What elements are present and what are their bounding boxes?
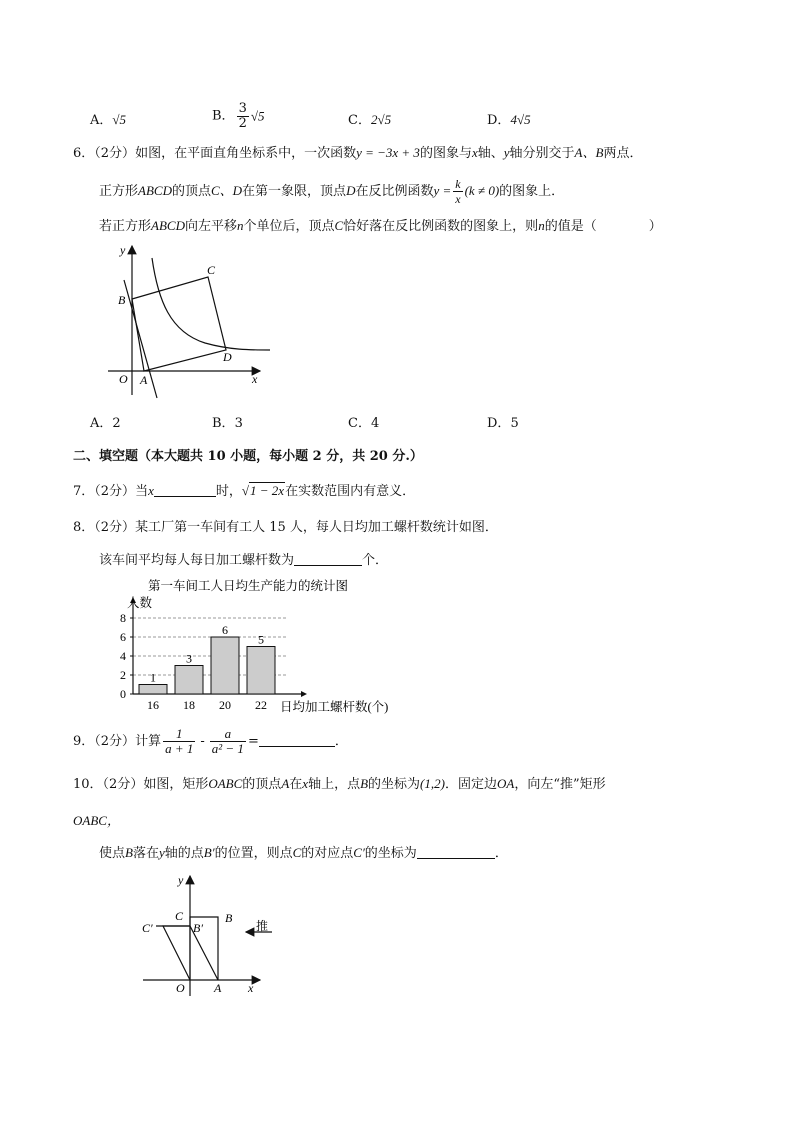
y-tick-label: 4 — [120, 649, 126, 663]
q10-figure — [138, 870, 298, 1000]
bar — [211, 637, 239, 694]
q9-answer-blank[interactable] — [259, 732, 335, 747]
q8-line1: 8．（2分）某工厂第一车间有工人 15 人，每人日均加工螺杆数统计如图． — [73, 520, 498, 535]
label-c: C — [175, 909, 184, 923]
label-x: x — [252, 372, 258, 386]
q6-option-d: D．5 — [487, 416, 519, 431]
label-x: x — [248, 981, 254, 995]
y-tick-label: 0 — [120, 687, 126, 701]
label-y: y — [120, 243, 126, 257]
q10-line2: OABC， — [73, 813, 120, 828]
q10-line3: 使点B落在y轴的点B′的位置，则点C的对应点C′的坐标为 ． — [99, 845, 508, 861]
q5-options — [90, 101, 690, 132]
bar-data-label: 3 — [186, 651, 192, 666]
q7-line: 7．（2分）当x 时，√1 − 2x在实数范围内有意义． — [73, 483, 416, 499]
bar — [247, 647, 275, 695]
label-b: B — [225, 911, 233, 925]
label-a: A — [140, 373, 148, 387]
x-tick-label: 20 — [219, 698, 231, 712]
x-tick-label: 16 — [147, 698, 159, 712]
q10-answer-blank[interactable] — [417, 844, 495, 859]
chart-title: 第一车间工人日均生产能力的统计图 — [148, 579, 349, 593]
y-axis-label: 人数 — [127, 596, 153, 610]
q5-option-b: B． $\frac{3}{2}$ √5 — [212, 101, 265, 131]
label-o: O — [119, 372, 128, 386]
y-tick-label: 6 — [120, 630, 126, 644]
x-axis-arrow — [301, 691, 307, 697]
q7-answer-blank[interactable] — [154, 482, 216, 497]
q6-line1: 6．（2分）如图，在平面直角坐标系中，一次函数y = −3x + 3的图象与x轴、y轴分别交于A、B两点． — [73, 145, 643, 161]
q6-option-b: B．3 — [212, 416, 243, 431]
section-heading: 二、填空题（本大题共 10 小题，每小题 2 分，共 20 分.） — [73, 449, 423, 464]
q6-line2: 正方形ABCD的顶点C、D在第一象限，顶点D在反比例函数y = $\frac{k}{x}$ (k ≠ 0)的图象上． — [99, 177, 565, 206]
y-tick-label: 8 — [120, 611, 126, 625]
q5-option-c: C．2√5 — [348, 112, 392, 128]
bar — [139, 685, 167, 695]
q6-option-c: C．4 — [348, 416, 380, 431]
q6-line3: 若正方形ABCD向左平移n个单位后，顶点C恰好落在反比例函数的图象上，则n的值是（ ） — [99, 218, 662, 234]
q6-figure — [100, 240, 275, 400]
label-c: C — [207, 263, 216, 277]
q8-answer-blank[interactable] — [294, 551, 362, 566]
label-a: A — [214, 981, 222, 995]
q5-option-a: A．√5 — [90, 112, 127, 128]
x-tick-label: 22 — [255, 698, 267, 712]
label-o: O — [176, 981, 185, 995]
label-c-prime: C′ — [142, 921, 153, 935]
label-b-prime: B′ — [193, 921, 203, 935]
label-b: B — [118, 293, 126, 307]
bar — [175, 666, 203, 695]
bar-data-label: 1 — [150, 670, 156, 685]
q10-line1: 10．（2分）如图，矩形OABC的顶点A在x轴上，点B的坐标为(1,2)．固定边OA，向左“推”矩形 — [73, 776, 606, 792]
x-tick-label: 18 — [183, 698, 195, 712]
label-d: D — [223, 350, 232, 364]
q5-option-d: D．4√5 — [487, 112, 531, 128]
label-y: y — [178, 873, 184, 887]
q9-line: 9．（2分）计算 $\frac{1}{a + 1}$ - $\frac{a}{\text{a² − 1}}$ = ． — [73, 726, 348, 756]
q8-line2: 该车间平均每人每日加工螺杆数为 个． — [99, 553, 389, 568]
y-tick-label: 2 — [120, 668, 126, 682]
bar-data-label: 5 — [258, 632, 264, 647]
bar-data-label: 6 — [222, 623, 228, 637]
x-axis-label: 日均加工螺杆数(个) — [280, 700, 389, 714]
q6-option-a: A．2 — [90, 416, 121, 431]
label-push: 推 — [256, 919, 269, 933]
bar-chart — [110, 575, 410, 720]
